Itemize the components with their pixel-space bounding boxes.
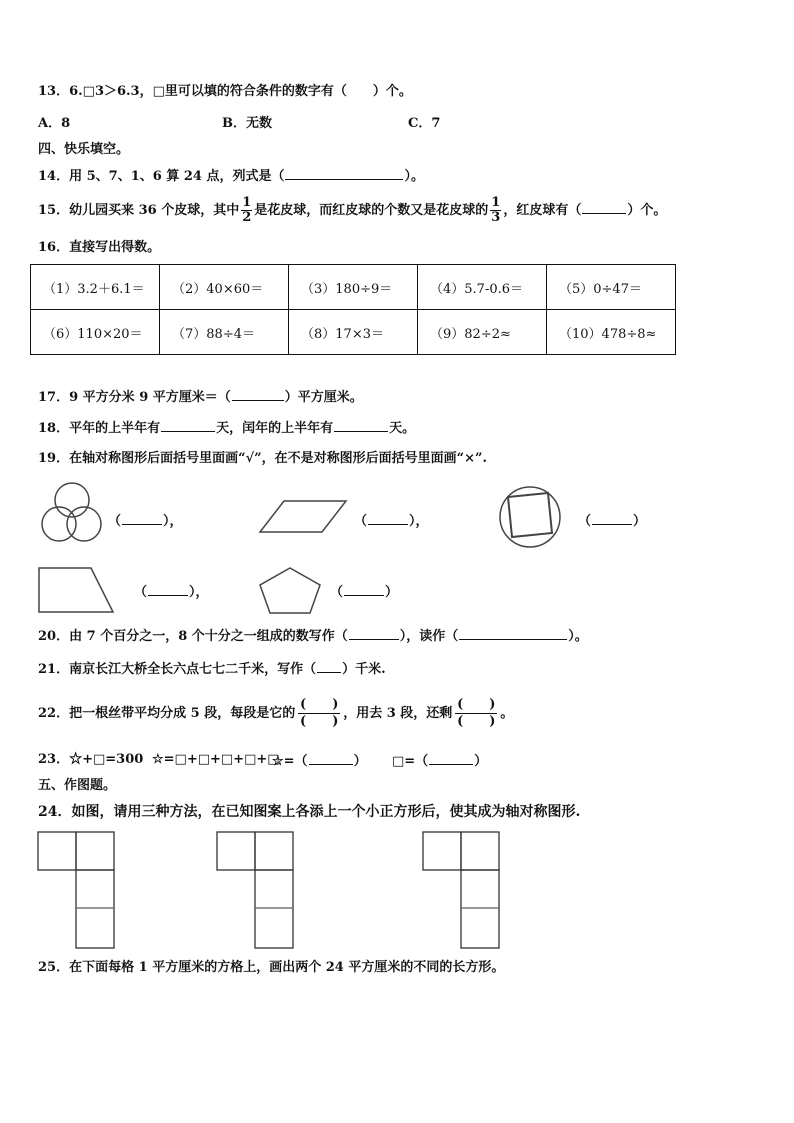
question-22-text-1: 22．把一根丝带平均分成 5 段，每段是它的 (38, 706, 296, 721)
square-in-circle-shape (498, 485, 562, 549)
parallelogram-shape (258, 498, 348, 536)
table-row (31, 265, 676, 310)
table-cell: （9）82÷2≈ (418, 310, 547, 355)
table-cell: （5）0÷47＝ (547, 265, 676, 310)
question-21-end: ）千米. (342, 662, 386, 677)
question-13-text: 13．6.□3＞6.3，□里可以填的符合条件的数字有（ ）个。 (38, 84, 412, 99)
three-circles-shape (38, 480, 106, 548)
question-18 (38, 419, 415, 437)
square-pattern-3 (422, 831, 502, 951)
question-20 (38, 627, 588, 645)
answer-blank[interactable] (317, 660, 341, 673)
table-cell: （7）88÷4＝ (160, 310, 289, 355)
fraction-one-half (241, 196, 252, 225)
question-19: 19．在轴对称图形后面括号里面画“√”，在不是对称图形后面括号里面画“×”. (38, 451, 487, 466)
answer-paren-4[interactable]: （ ）， (134, 585, 209, 600)
answer-paren-2[interactable]: （ ）， (354, 514, 429, 529)
answer-blank (344, 583, 384, 596)
table-cell: （3）180÷9＝ (289, 265, 418, 310)
question-23-equation-1: 23．☆+□=300 (38, 752, 144, 767)
square-pattern-2 (216, 831, 296, 951)
trapezoid-shape (36, 565, 116, 615)
question-18-text-2: 天，闰年的上半年有 (216, 421, 334, 436)
question-24: 24．如图，请用三种方法，在已知图案上各添上一个小正方形后，使其成为轴对称图形. (38, 804, 581, 820)
question-15-text-1: 15．幼儿园买来 36 个皮球，其中 (38, 203, 240, 218)
question-13-option-b: B．无数 (222, 116, 272, 131)
question-15 (38, 196, 666, 225)
fraction-one-third (490, 196, 501, 225)
question-25: 25．在下面每格 1 平方厘米的方格上，画出两个 24 平方厘米的不同的长方形。 (38, 960, 505, 975)
answer-blank[interactable] (582, 201, 626, 214)
table-cell: （10）478÷8≈ (547, 310, 676, 355)
answer-blank[interactable] (429, 752, 473, 765)
denominator-paren: ( ) (300, 714, 339, 729)
question-23-square-answer: □=（ ） (392, 754, 488, 769)
numerator-paren: ( ) (300, 697, 339, 712)
answer-blank[interactable] (309, 752, 353, 765)
question-22-text-3: 。 (500, 706, 514, 721)
answer-blank[interactable] (334, 419, 388, 432)
answer-blank[interactable] (285, 167, 403, 180)
question-22-text-2: ，用去 3 段，还剩 (343, 706, 453, 721)
answer-blank (368, 512, 408, 525)
fraction-numerator: 1 (491, 195, 501, 210)
table-cell: （6）110×20＝ (31, 310, 160, 355)
question-17-text: 17．9 平方分米 9 平方厘米＝（ (38, 390, 231, 405)
question-21-text: 21．南京长江大桥全长六点七七二千米，写作（ (38, 662, 317, 677)
question-15-text-2: 是花皮球，而红皮球的个数又是花皮球的 (254, 203, 489, 218)
question-17 (38, 388, 363, 406)
table-cell: （2）40×60＝ (160, 265, 289, 310)
question-15-text-4: ）个。 (627, 203, 667, 218)
answer-blank[interactable] (232, 388, 284, 401)
question-15-text-3: ，红皮球有（ (503, 203, 582, 218)
fraction-answer-1[interactable] (298, 698, 340, 729)
answer-paren-3[interactable]: （ ） (578, 514, 647, 529)
fraction-numerator: 1 (242, 195, 252, 210)
question-20-text-3: ）。 (568, 629, 588, 644)
answer-blank[interactable] (161, 419, 215, 432)
question-23-equation-2: ☆=□+□+□+□+□ (152, 752, 280, 767)
section-heading-4: 四、快乐填空。 (38, 142, 130, 157)
table-cell: （1）3.2＋6.1＝ (31, 265, 160, 310)
table-cell: （4）5.7-0.6＝ (418, 265, 547, 310)
answer-blank (148, 583, 188, 596)
question-13-option-a: A．8 (38, 116, 71, 131)
question-14-end: ）。 (404, 169, 424, 184)
denominator-paren: ( ) (457, 714, 496, 729)
square-pattern-1 (37, 831, 117, 951)
question-23-star-answer: ☆=（ ） (272, 754, 367, 769)
question-20-text-1: 20．由 7 个百分之一，8 个十分之一组成的数写作（ (38, 629, 348, 644)
table-row (31, 310, 676, 355)
question-14 (38, 167, 424, 185)
calculation-table (30, 264, 676, 355)
question-22 (38, 694, 513, 734)
table-cell: （8）17×3＝ (289, 310, 418, 355)
question-16: 16．直接写出得数。 (38, 240, 161, 255)
question-20-text-2: ），读作（ (399, 629, 459, 644)
question-23 (38, 752, 143, 768)
question-17-end: ）平方厘米。 (284, 390, 363, 405)
numerator-paren: ( ) (457, 697, 496, 712)
fraction-denominator: 3 (491, 210, 501, 225)
question-18-text-1: 18．平年的上半年有 (38, 421, 161, 436)
fraction-denominator: 2 (242, 210, 252, 225)
answer-blank[interactable] (459, 627, 567, 640)
answer-blank (592, 512, 632, 525)
question-14-text: 14．用 5、7、1、6 算 24 点，列式是（ (38, 169, 285, 184)
answer-paren-5[interactable]: （ ） (330, 585, 399, 600)
answer-paren-1[interactable]: （ ）， (108, 514, 183, 529)
section-heading-5: 五、作图题。 (38, 778, 117, 793)
pentagon-shape (256, 566, 324, 616)
question-13 (38, 84, 412, 100)
question-13-option-c: C．7 (408, 116, 441, 131)
fraction-answer-2[interactable] (455, 698, 497, 729)
answer-blank (122, 512, 162, 525)
answer-blank[interactable] (349, 627, 399, 640)
question-18-text-3: 天。 (389, 421, 416, 436)
question-21 (38, 660, 386, 678)
